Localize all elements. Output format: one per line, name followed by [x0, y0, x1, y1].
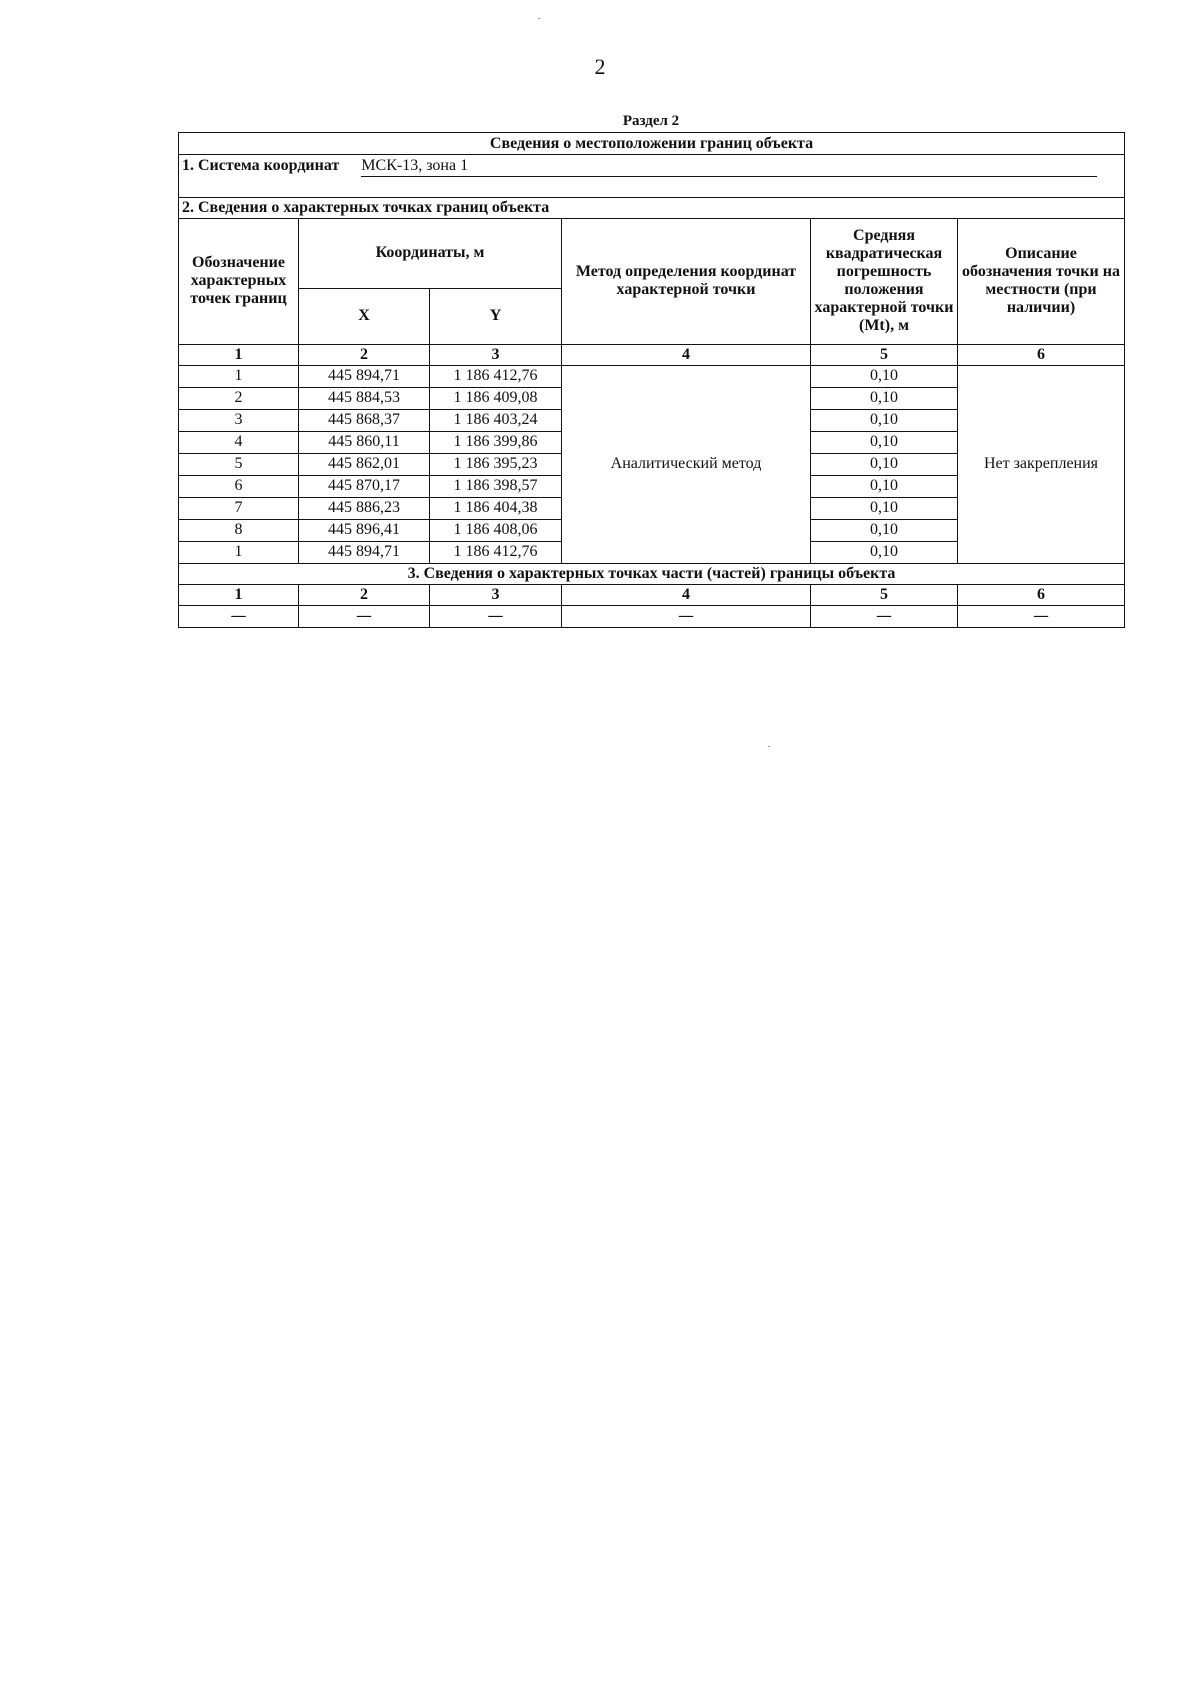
- accuracy-value: 0,10: [811, 475, 958, 497]
- point-number: 2: [179, 387, 299, 409]
- coord-y: 1 186 408,06: [430, 519, 562, 541]
- header-y: Y: [430, 288, 562, 344]
- coord-y: 1 186 403,24: [430, 409, 562, 431]
- column-number: 5: [811, 584, 958, 605]
- accuracy-value: 0,10: [811, 387, 958, 409]
- accuracy-value: 0,10: [811, 519, 958, 541]
- accuracy-value: 0,10: [811, 541, 958, 563]
- table-row: [179, 365, 1125, 387]
- coord-x: 445 894,71: [299, 541, 430, 563]
- point-number: 1: [179, 541, 299, 563]
- coord-x: 445 862,01: [299, 453, 430, 475]
- coord-x: 445 894,71: [299, 365, 430, 387]
- coord-y: 1 186 395,23: [430, 453, 562, 475]
- coord-x: 445 870,17: [299, 475, 430, 497]
- header-accuracy: Средняя квадратичеcкая погрешность положения характерной точки (Mt), м: [811, 218, 958, 344]
- empty-cell: —: [179, 605, 299, 627]
- coord-system-value: МСК-13, зона 1: [361, 156, 1097, 177]
- column-number: 1: [179, 584, 299, 605]
- point-number: 8: [179, 519, 299, 541]
- point-number: 4: [179, 431, 299, 453]
- coord-x: 445 886,23: [299, 497, 430, 519]
- accuracy-value: 0,10: [811, 453, 958, 475]
- point-number: 7: [179, 497, 299, 519]
- column-number: 6: [958, 344, 1125, 365]
- point-number: 6: [179, 475, 299, 497]
- accuracy-value: 0,10: [811, 497, 958, 519]
- empty-cell: —: [430, 605, 562, 627]
- column-number: 5: [811, 344, 958, 365]
- coord-system-label: 1. Система координат: [182, 157, 340, 175]
- coord-x: 445 868,37: [299, 409, 430, 431]
- accuracy-value: 0,10: [811, 409, 958, 431]
- boundary-table: [178, 132, 1125, 628]
- header-x: X: [299, 288, 430, 344]
- section-title: Раздел 2: [622, 113, 680, 129]
- table-row: [179, 605, 1125, 627]
- header-coordinates: Координаты, м: [299, 218, 562, 288]
- point-number: 3: [179, 409, 299, 431]
- coord-spacer: [179, 179, 1125, 198]
- column-number: 2: [299, 344, 430, 365]
- coord-system-cell: [179, 155, 1125, 179]
- column-number: 4: [562, 344, 811, 365]
- header-method: Метод определения координат характерной точки: [562, 218, 811, 344]
- header-description: Описание обозначения точки на местности (при наличии): [958, 218, 1125, 344]
- coord-y: 1 186 398,57: [430, 475, 562, 497]
- method-value: Аналитический метод: [562, 365, 811, 563]
- empty-cell: —: [811, 605, 958, 627]
- column-number: 6: [958, 584, 1125, 605]
- column-number: 3: [430, 584, 562, 605]
- header-designation: Обозначение характерных точек границ: [179, 218, 299, 344]
- coord-y: 1 186 412,76: [430, 365, 562, 387]
- description-value: Нет закрепления: [958, 365, 1125, 563]
- coord-x: 445 884,53: [299, 387, 430, 409]
- coord-y: 1 186 409,08: [430, 387, 562, 409]
- coord-y: 1 186 404,38: [430, 497, 562, 519]
- coord-y: 1 186 399,86: [430, 431, 562, 453]
- scan-speck: [768, 746, 770, 747]
- point-number: 5: [179, 453, 299, 475]
- empty-cell: —: [958, 605, 1125, 627]
- table-title: Сведения о местоположении границ объекта: [179, 133, 1125, 155]
- empty-cell: —: [562, 605, 811, 627]
- point-number: 1: [179, 365, 299, 387]
- column-number: 2: [299, 584, 430, 605]
- column-number: 4: [562, 584, 811, 605]
- accuracy-value: 0,10: [811, 365, 958, 387]
- coord-x: 445 896,41: [299, 519, 430, 541]
- accuracy-value: 0,10: [811, 431, 958, 453]
- coord-x: 445 860,11: [299, 431, 430, 453]
- column-number: 1: [179, 344, 299, 365]
- scan-speck: [538, 18, 540, 19]
- coord-y: 1 186 412,76: [430, 541, 562, 563]
- column-number: 3: [430, 344, 562, 365]
- parts-section-title: 3. Сведения о характерных точках части (частей) границы объекта: [179, 563, 1125, 584]
- empty-cell: —: [299, 605, 430, 627]
- page-number: 2: [594, 54, 606, 79]
- points-section-title: 2. Сведения о характерных точках границ объекта: [179, 197, 1125, 218]
